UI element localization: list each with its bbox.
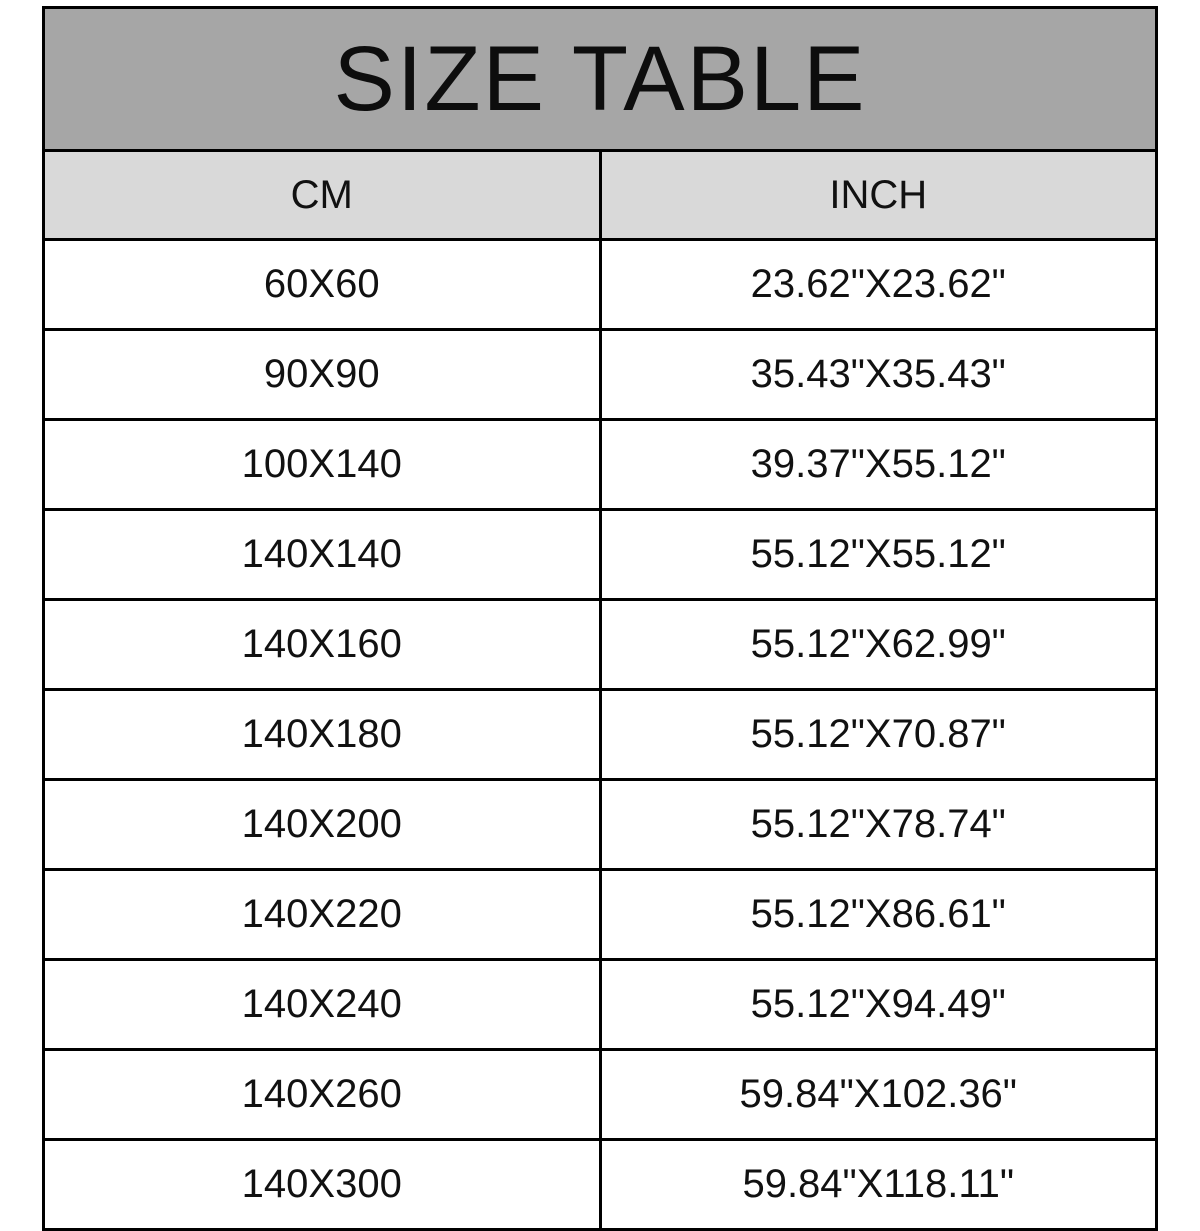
cell-inch: 55.12"X62.99" (600, 600, 1157, 690)
table-container (42, 6, 1158, 1231)
cell-inch: 55.12"X94.49" (600, 960, 1157, 1050)
cell-cm: 100X140 (44, 420, 601, 510)
table-row (44, 780, 1157, 870)
table-row (44, 870, 1157, 960)
cell-cm: 140X140 (44, 510, 601, 600)
table-row (44, 510, 1157, 600)
cell-cm: 140X200 (44, 780, 601, 870)
cell-inch: 55.12"X55.12" (600, 510, 1157, 600)
cell-inch: 55.12"X70.87" (600, 690, 1157, 780)
cell-cm: 140X240 (44, 960, 601, 1050)
table-row (44, 420, 1157, 510)
cell-cm: 140X180 (44, 690, 601, 780)
table-row (44, 240, 1157, 330)
table-row (44, 960, 1157, 1050)
cell-cm: 140X300 (44, 1140, 601, 1230)
column-header-inch: INCH (600, 151, 1157, 240)
cell-inch: 55.12"X78.74" (600, 780, 1157, 870)
table-header-row (44, 151, 1157, 240)
cell-cm: 140X160 (44, 600, 601, 690)
cell-inch: 59.84"X118.11" (600, 1140, 1157, 1230)
column-header-cm: CM (44, 151, 601, 240)
cell-inch: 35.43"X35.43" (600, 330, 1157, 420)
cell-cm: 140X220 (44, 870, 601, 960)
table-row (44, 1050, 1157, 1140)
cell-inch: 59.84"X102.36" (600, 1050, 1157, 1140)
cell-cm: 90X90 (44, 330, 601, 420)
size-table (42, 6, 1158, 1231)
table-row (44, 330, 1157, 420)
table-row (44, 1140, 1157, 1230)
table-row (44, 600, 1157, 690)
cell-cm: 60X60 (44, 240, 601, 330)
cell-inch: 55.12"X86.61" (600, 870, 1157, 960)
page-title: SIZE TABLE (44, 8, 1157, 151)
cell-inch: 23.62"X23.62" (600, 240, 1157, 330)
cell-inch: 39.37"X55.12" (600, 420, 1157, 510)
table-row (44, 690, 1157, 780)
cell-cm: 140X260 (44, 1050, 601, 1140)
table-title-row (44, 8, 1157, 151)
